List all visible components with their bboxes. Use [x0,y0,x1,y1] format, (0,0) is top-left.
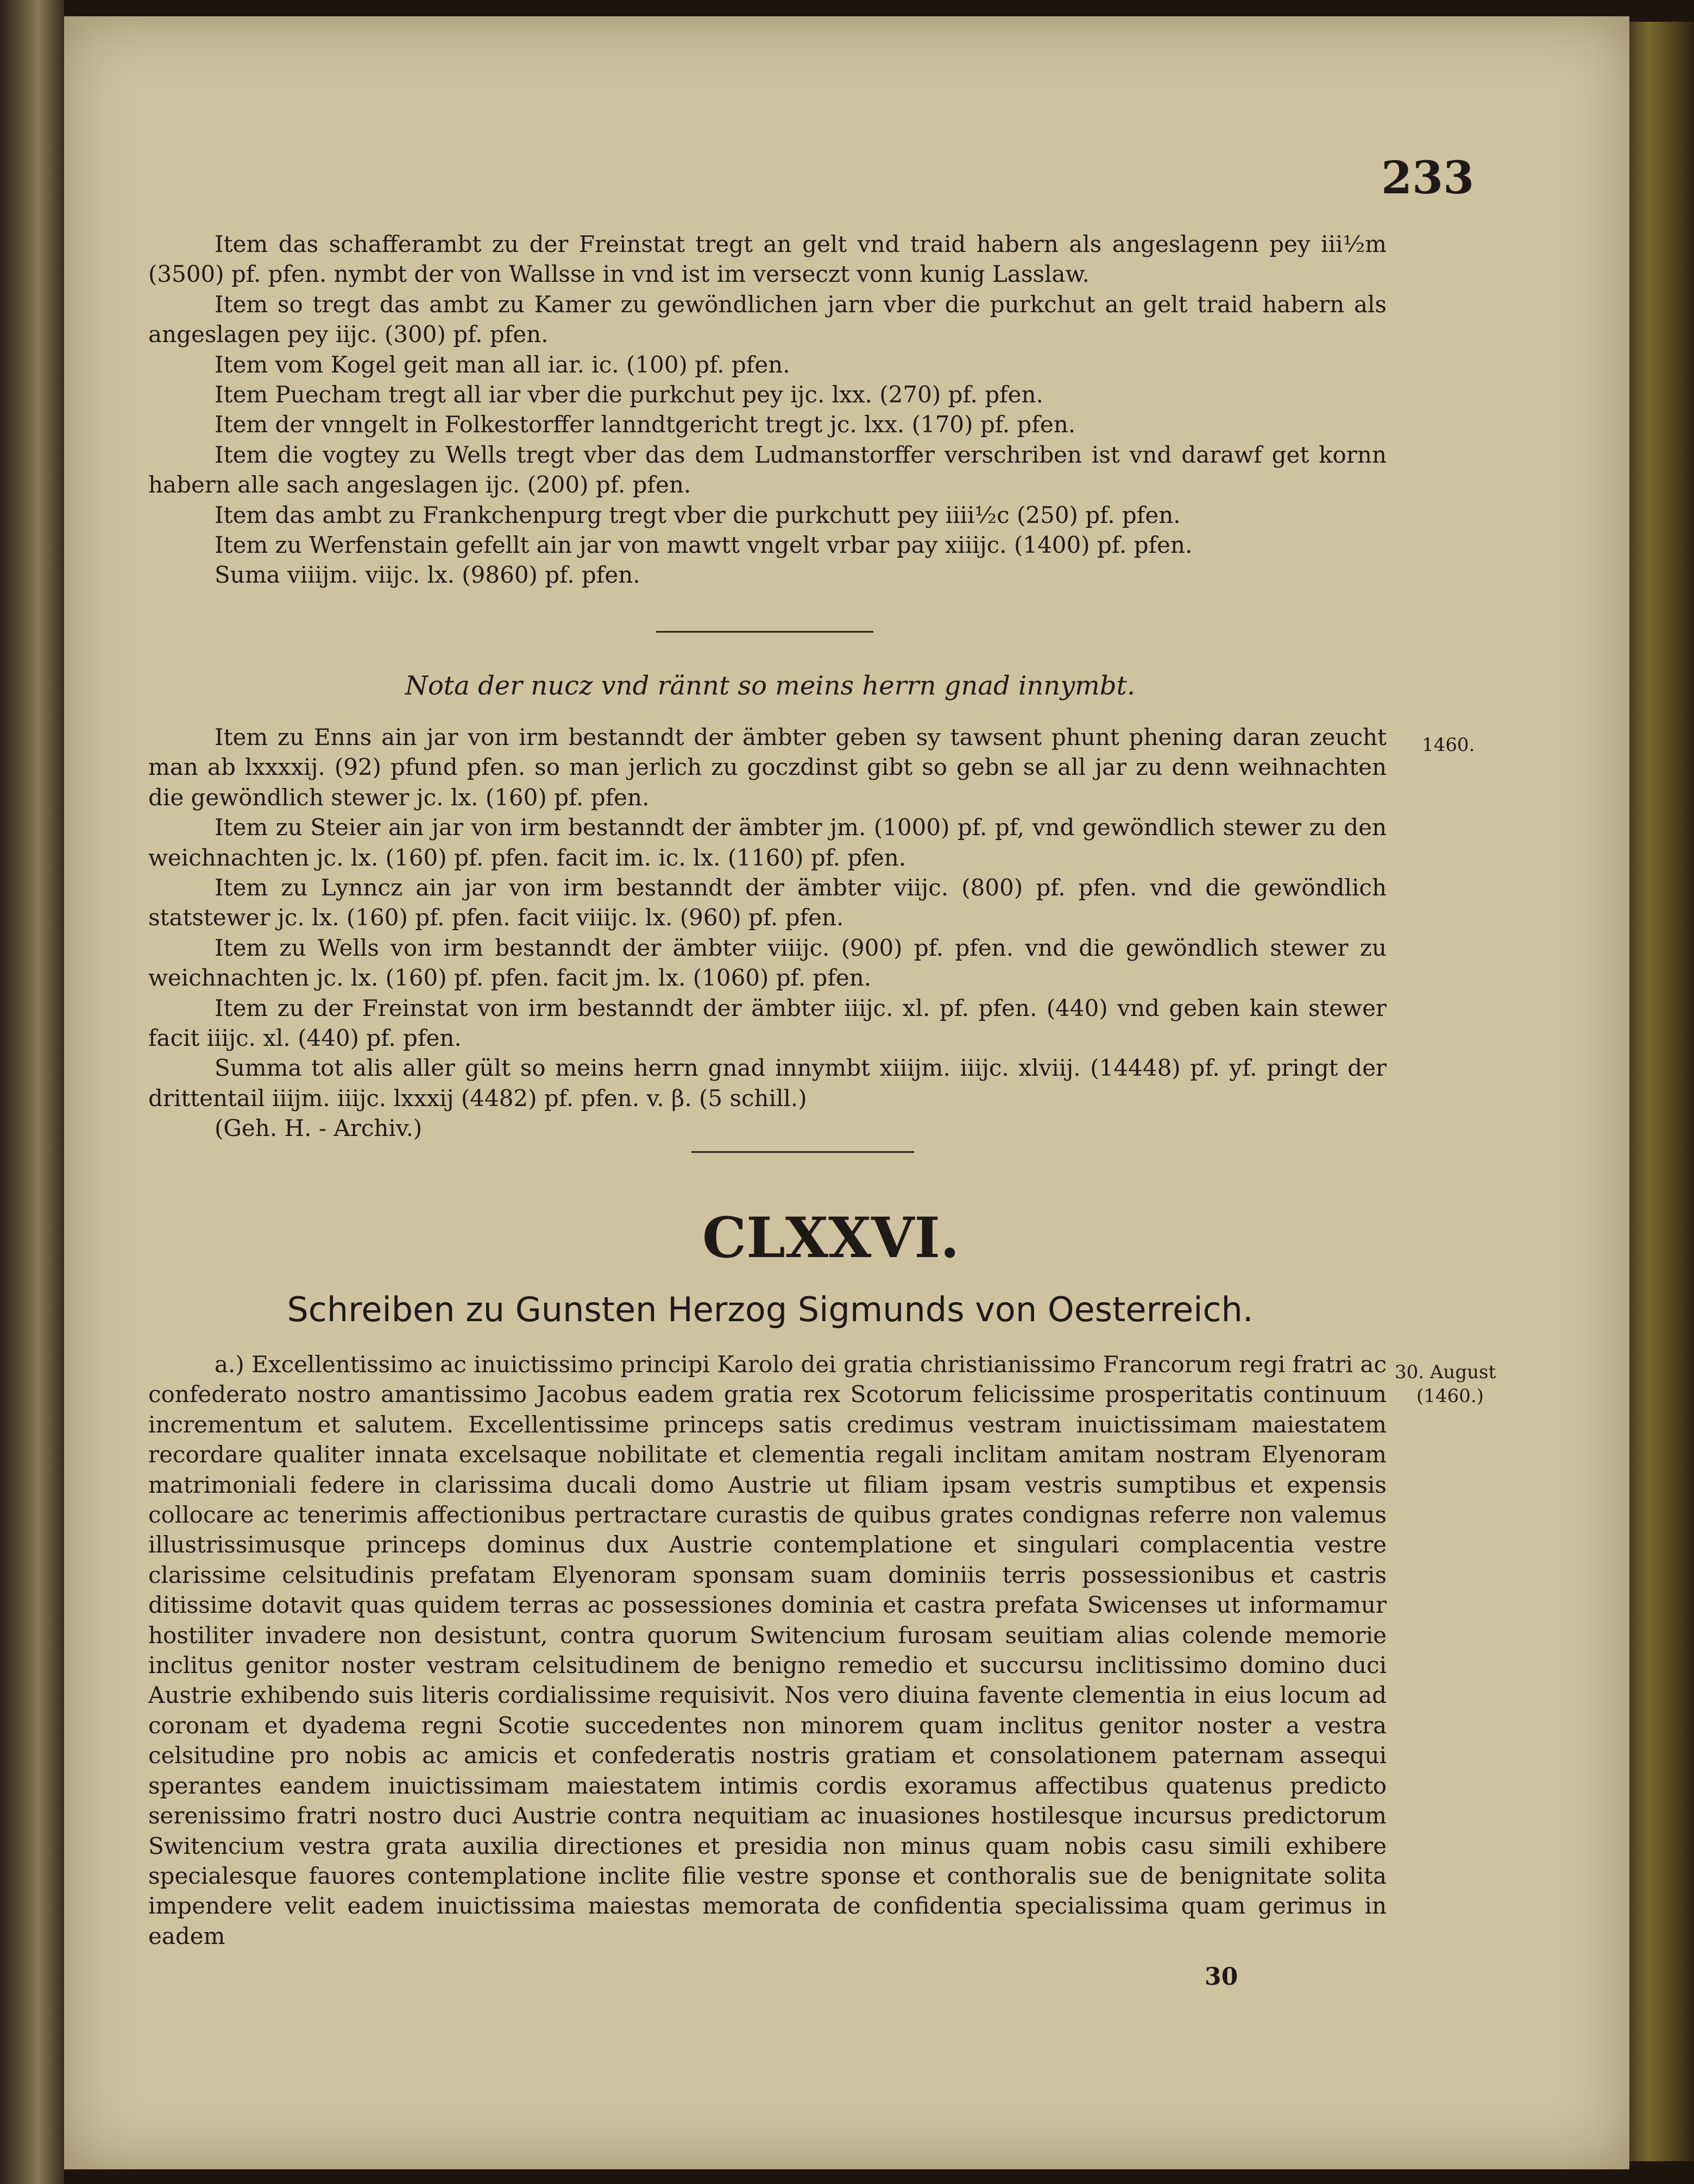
page-number: 233 [1381,152,1475,204]
document-number: CLXXVI. [702,1205,960,1271]
paragraph: Item der vnngelt in Folkestorffer lanndtgericht tregt jc. lxx. (170) pf. pfen. [215,411,1076,438]
document-title: Schreiben zu Gunsten Herzog Sigmunds von Oesterreich. [287,1290,1254,1329]
paragraph: Item zu Enns ain jar von irm bestanndt der ämbter geben sy tawsent phunt phening daran zeucht man ab lxxxxij. (92) pfund pfen. so man jerlich zu goczdinst gibt so gebn se all jar zu denn weihnachten die gewöndlich stewer jc. lx. (160) pf. pfen. [148,724,1387,811]
paragraph: Item Puecham tregt all iar vber die purkchut pey ijc. lxx. (270) pf. pfen. [215,381,1043,408]
source-note: (Geh. H. - Archiv.) [215,1115,423,1142]
paragraph: Item zu Steier ain jar von irm bestanndt der ämbter jm. (1000) pf. pf, vnd gewöndlich stewer zu den weichnachten jc. lx. (160) pf. pfen. facit im. ic. lx. (1160) pf. pfen. [148,814,1387,871]
letter-text: a.) Excellentissimo ac inuictissimo principi Karolo dei gratia christianissimo Francorum regi fratri ac confederato nostro amantissimo Jacobus eadem gratia rex Scotorum felicissime prosperitatis continuum incrementum et salutem. Excellentissime princeps satis credimus vestram inuictissimam maiestatem recordare qualiter innata excelsaque nobilitate et clementia regali inclitam amitam nostram Elyenoram matrimoniali federe in clarissima ducali domo Austrie ut filiam ipsam vestris sumptibus et expensis collocare ac tenerimis affectionibus pertractare curastis de quibus grates condignas referre non valemus illustrissimusque princeps dominus dux Austrie contemplatione et singulari complacentia vestre clarissime celsitudinis prefatam Elyenoram sponsam suam dominiis terris possessionibus et castris ditissime dotavit quas quidem terras ac possessiones dominia et castra prefata Swicenses ut informamur hostiliter invadere non desistunt, contra quorum Switencium furosam seuitiam alias colende memorie inclitus genitor noster vestram celsitudinem de benigno remedio et succursu inclitissimo domino duci Austrie exhibendo suis literis cordialissime requisivit. Nos vero diuina favente clementia in eius locum ad coronam et dyadema regni Scotie succedentes non minorem quam inclitus genitor noster a vestra celsitudine pro nobis ac amicis et confederatis nostris gratiam et consolationem paternam assequi sperantes eandem inuictissimam maiestatem intimis cordis exoramus affectibus quatenus predicto serenissimo fratri nostro duci Austrie contra nequitiam ac inuasiones hostilesque incursus predictorum Switencium vestra grata auxilia directiones et presidia non minus quam nobis casu simili exhibere specialesque fauores contemplatione inclite filie vestre sponse et conthoralis sue de benignitate solita impendere velit eadem inuictissima maiestas memorata de confidentia specialissima quam gerimus in eadem [148,1351,1387,1949]
divider [656,631,873,633]
book-edge [1629,22,1694,2161]
paragraph: Item so tregt das ambt zu Kamer zu gewöndlichen jarn vber die purkchut an gelt traid habern als angeslagen pey iijc. (300) pf. pfen. [148,291,1387,348]
nota-heading: Nota der nucz vnd rännt so meins herrn gnad innymbt. [405,671,1136,701]
left-page-edge [0,0,64,2184]
signature-mark: 30 [1205,1963,1238,1991]
margin-date [1395,1360,1496,1408]
paragraph: Item zu der Freinstat von irm bestanndt der ämbter iiijc. xl. pf. pfen. (440) vnd geben kain stewer facit iiijc. xl. (440) pf. pfen. [148,994,1387,1052]
paragraph: Item das ambt zu Frankchenpurg tregt vber die purkchutt pey iiii½c (250) pf. pfen. [215,501,1181,528]
book-page [64,16,1629,2169]
paragraph: Item das schafferambt zu der Freinstat tregt an gelt vnd traid habern als angeslagenn pey iii½m (3500) pf. pfen. nymbt der von Wallsse in vnd ist im verseczt vonn kunig Lasslaw. [148,231,1387,288]
divider [691,1151,914,1153]
margin-date-day: 30. August [1395,1361,1496,1383]
paragraph: Item zu Wells von irm bestanndt der ämbter viiijc. (900) pf. pfen. vnd die gewöndlich stewer zu weichnachten jc. lx. (160) pf. pfen. facit jm. lx. (1060) pf. pfen. [148,934,1387,992]
paragraph: Summa tot alis aller gült so meins herrn gnad innymbt xiiijm. iiijc. xlviij. (14448) pf. yf. pringt der drittentail iiijm. iiijc. lxxxij (4482) pf. pfen. v. β. (5 schill.) [148,1055,1387,1112]
paragraph: Item vom Kogel geit man all iar. ic. (100) pf. pfen. [215,351,790,378]
paragraph: Item die vogtey zu Wells tregt vber das dem Ludmanstorffer verschriben ist vnd darawf get kornn habern alle sach angeslagen ijc. (200) pf. pfen. [148,441,1387,498]
paragraph: Item zu Lynncz ain jar von irm bestanndt der ämbter viijc. (800) pf. pfen. vnd die gewöndlich statstewer jc. lx. (160) pf. pfen. facit viiijc. lx. (960) pf. pfen. [148,874,1387,931]
intro-section [148,229,1387,590]
paragraph: Suma viiijm. viijc. lx. (9860) pf. pfen. [215,561,640,589]
nota-section [148,722,1387,1144]
paragraph: Item zu Werfenstain gefellt ain jar von mawtt vngelt vrbar pay xiiijc. (1400) pf. pfen. [215,532,1193,559]
margin-year: 1460. [1422,734,1475,756]
margin-date-year: (1460.) [1416,1385,1484,1407]
